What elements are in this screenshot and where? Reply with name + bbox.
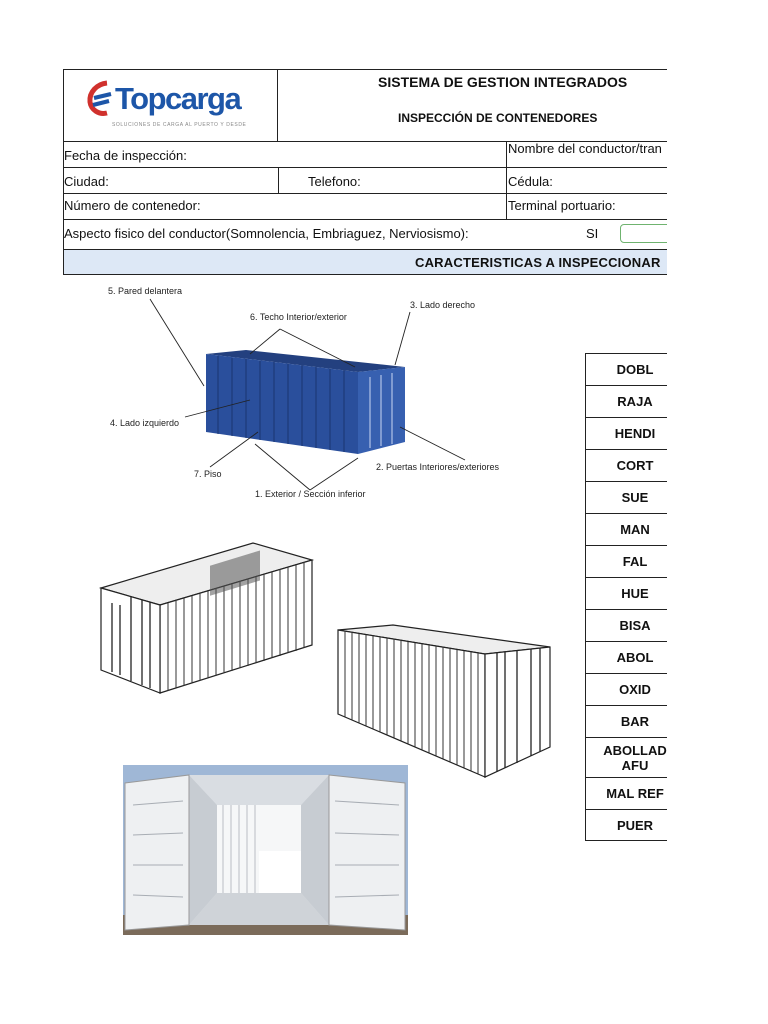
list-item[interactable]: BISA [585, 609, 667, 641]
multiline-item-label: ABOLLAD AFU [603, 742, 667, 773]
topcarga-logo-icon [85, 80, 115, 118]
container-drawing-left [98, 540, 316, 698]
label-lado-izquierdo: 4. Lado izquierdo [110, 418, 180, 428]
list-item[interactable]: ABOL [585, 641, 667, 673]
inspection-items-list [585, 353, 667, 841]
list-item[interactable]: FAL [585, 545, 667, 577]
fecha-label: Fecha de inspección: [64, 148, 187, 163]
logo-text: Topcarga [115, 81, 241, 116]
conductor-label: Nombre del conductor/tran [508, 141, 662, 156]
list-item[interactable]: RAJA [585, 385, 667, 417]
label-techo: 6. Techo Interior/exterior [250, 312, 347, 322]
page-subtitle: INSPECCIÓN DE CONTENEDORES [398, 111, 598, 125]
page-title: SISTEMA DE GESTION INTEGRADOS [378, 74, 628, 90]
list-item[interactable]: MAL REF [585, 777, 667, 809]
label-piso: 7. Piso [194, 469, 222, 479]
list-item[interactable]: PUER [585, 809, 667, 841]
list-item[interactable]: CORT [585, 449, 667, 481]
container-interior-photo [123, 765, 408, 935]
list-item[interactable]: HUE [585, 577, 667, 609]
list-item[interactable] [585, 737, 667, 777]
list-item[interactable]: BAR [585, 705, 667, 737]
logo-subtitle: SOLUCIONES DE CARGA AL PUERTO Y DESDE [112, 122, 247, 128]
label-pared-delantera: 5. Pared delantera [108, 286, 183, 296]
label-lado-derecho: 3. Lado derecho [410, 300, 476, 310]
container-drawing-right [335, 622, 555, 780]
label-exterior: 1. Exterior / Sección inferior [255, 489, 366, 499]
section-title: CARACTERISTICAS A INSPECCIONAR [415, 255, 661, 270]
si-label: SI [586, 226, 599, 241]
contenedor-label: Número de contenedor: [64, 198, 201, 213]
si-checkbox[interactable] [620, 224, 667, 243]
list-item[interactable]: SUE [585, 481, 667, 513]
cedula-label: Cédula: [508, 174, 553, 189]
aspecto-label: Aspecto fisico del conductor(Somnolencia, Embriaguez, Nerviosismo): [64, 226, 469, 241]
label-puertas: 2. Puertas Interiores/exteriores [376, 462, 500, 472]
section-band [63, 249, 667, 275]
terminal-label: Terminal portuario: [508, 198, 616, 213]
ciudad-label: Ciudad: [64, 174, 109, 189]
list-item[interactable]: HENDI [585, 417, 667, 449]
telefono-label: Telefono: [308, 174, 361, 189]
list-item[interactable]: OXID [585, 673, 667, 705]
list-item[interactable]: DOBL [585, 353, 667, 385]
list-item[interactable]: MAN [585, 513, 667, 545]
